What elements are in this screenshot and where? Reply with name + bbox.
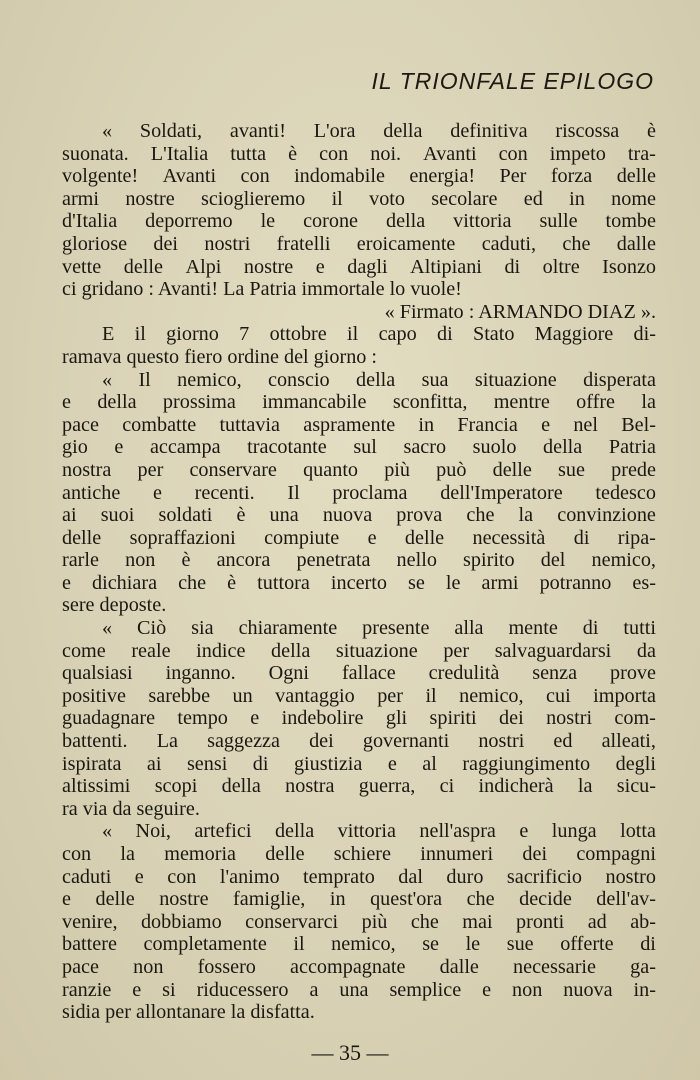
text-line: pace non fossero accompagnate dalle necessarie ga- [62, 955, 656, 978]
text-line: gio e accampa tracotante sul sacro suolo della Patria [62, 436, 656, 459]
text-line: ispirata ai sensi di giustizia e al raggiungimento degli [62, 752, 656, 775]
text-line: qualsiasi inganno. Ogni fallace credulità senza prove [62, 662, 656, 685]
text-line: come reale indice della situazione per salvaguardarsi da [62, 639, 656, 662]
text-line: « Il nemico, conscio della sua situazione disperata [102, 368, 656, 391]
text-line: sidia per allontanare la disfatta. [62, 1001, 315, 1024]
text-line: e della prossima immancabile sconfitta, mentre offre la [62, 391, 656, 414]
text-line: antiche e recenti. Il proclama dell'Imperatore tedesco [62, 481, 656, 504]
text-line: « Soldati, avanti! L'ora della definitiva riscossa è [102, 120, 656, 142]
text-line: vette delle Alpi nostre e dagli Altipiani di oltre Isonzo [62, 255, 656, 278]
text-line: d'Italia deporremo le corone della vittoria sulle tombe [62, 210, 656, 233]
body-text [62, 120, 656, 1024]
text-line: ra via da seguire. [62, 797, 200, 820]
text-line: ranzie e si riducessero a una semplice e non nuova in- [62, 978, 656, 1001]
text-line: sere deposte. [62, 594, 167, 617]
text-line: altissimi scopi della nostra guerra, ci indicherà la sicu- [62, 775, 656, 798]
text-line: ramava questo fiero ordine del giorno : [62, 345, 378, 368]
text-line: suonata. L'Italia tutta è con noi. Avanti con impeto tra- [62, 142, 656, 165]
text-line: caduti e con l'animo temprato dal duro sacrificio nostro [62, 865, 656, 888]
text-line: con la memoria delle schiere innumeri dei compagni [62, 843, 656, 865]
running-head: IL TRIONFALE EPILOGO [371, 68, 654, 94]
text-line: nostra per conservare quanto più può delle sue prede [62, 458, 656, 481]
text-line: volgente! Avanti con indomabile energia! Per forza delle [62, 165, 656, 188]
text-line: battere completamente il nemico, se le sue offerte di [62, 933, 656, 956]
text-line: battenti. La saggezza dei governanti nostri ed alleati, [62, 730, 656, 753]
text-line: positive sarebbe un vantaggio per il nemico, cui importa [62, 684, 656, 707]
page-number: — 35 — [311, 1040, 389, 1065]
text-line: rarle non è ancora penetrata nello spirito del nemico, [62, 549, 656, 572]
text-line: guadagnare tempo e indebolire gli spiriti dei nostri com- [62, 707, 656, 730]
text-line: armi nostre scioglieremo il voto secolare ed in nome [62, 187, 656, 210]
text-line: e delle nostre famiglie, in quest'ora che decide dell'av- [62, 888, 656, 911]
text-line: delle sopraffazioni compiute e delle necessità di ripa- [62, 526, 656, 549]
text-line: e dichiara che è tuttora incerto se le armi potranno es- [62, 571, 656, 594]
text-line: ci gridano : Avanti! La Patria immortale lo vuole! [62, 278, 462, 301]
text-line: venire, dobbiamo conservarci più che mai pronti ad ab- [62, 910, 656, 933]
text-line: E il giorno 7 ottobre il capo di Stato Maggiore di- [102, 323, 656, 346]
text-line: ai suoi soldati è una nuova prova che la convinzione [62, 504, 656, 527]
text-line: « Firmato : ARMANDO DIAZ ». [384, 300, 656, 323]
text-line: « Noi, artefici della vittoria nell'aspra e lunga lotta [102, 820, 656, 843]
text-line: gloriose dei nostri fratelli eroicamente caduti, che dalle [62, 232, 656, 255]
text-line: pace combatte tuttavia aspramente in Francia e nel Bel- [62, 413, 656, 436]
text-line: « Ciò sia chiaramente presente alla mente di tutti [102, 617, 656, 640]
